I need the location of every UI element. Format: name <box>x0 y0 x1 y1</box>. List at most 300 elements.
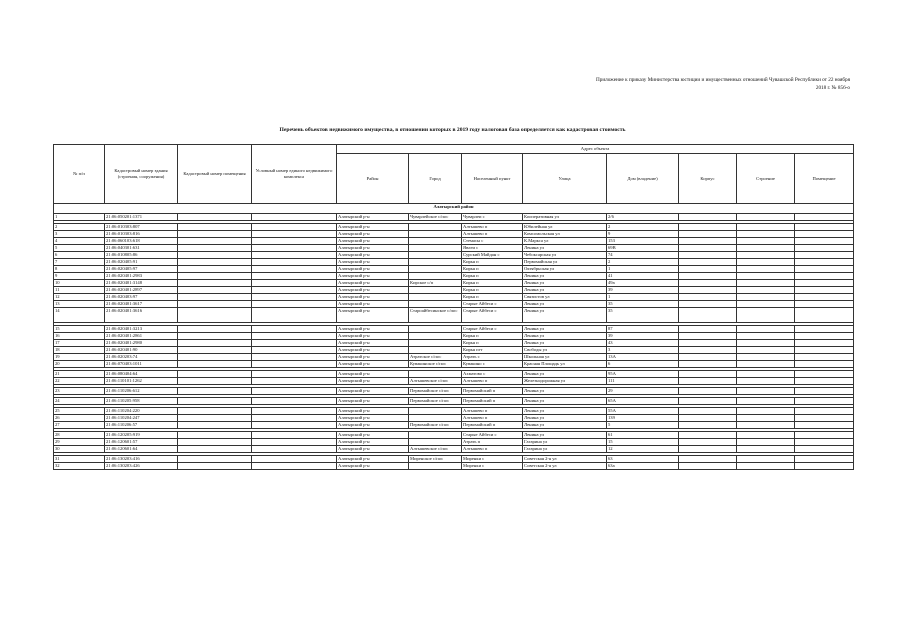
cell-region: Алатырский р-н <box>337 280 409 287</box>
cell-city: Старoайбесинское с/пос <box>409 308 462 323</box>
table-row <box>54 456 854 463</box>
cell-building <box>737 301 795 308</box>
cell-city: Кувакинское с/пос <box>409 361 462 368</box>
header-region: Район <box>337 154 409 204</box>
cell-corpus <box>679 347 737 354</box>
cell-corpus <box>679 361 737 368</box>
cell-num: 28 <box>54 432 105 439</box>
cell-settlement: Кирья п <box>462 273 523 280</box>
cell-street: Ленина ул <box>523 340 607 347</box>
cell-street: Первомайская ул <box>523 259 607 266</box>
cell-conditional <box>252 347 337 354</box>
cell-region: Алатырский р-н <box>337 354 409 361</box>
cell-settlement: Старые Айбеси с <box>462 301 523 308</box>
cell-corpus <box>679 287 737 294</box>
cell-num: 32 <box>54 463 105 470</box>
cell-apartment <box>795 301 854 308</box>
cell-settlement: Явлеи с <box>462 245 523 252</box>
table-row <box>54 439 854 446</box>
cell-corpus <box>679 378 737 385</box>
cell-apartment <box>795 388 854 395</box>
cell-cadastral: 21:06:130203:426 <box>105 463 178 470</box>
header-cadastral: Кадастровый номер здания (строения, сооружения) <box>105 145 178 204</box>
cell-settlement: Кирья п <box>462 266 523 273</box>
cell-conditional <box>252 308 337 323</box>
cell-house: 2/6 <box>607 214 679 221</box>
cell-room <box>178 259 252 266</box>
cell-region: Алатырский р-н <box>337 333 409 340</box>
cell-building <box>737 252 795 259</box>
appendix-line-2: 2018 г. № 856-о <box>815 85 850 91</box>
table-row <box>54 259 854 266</box>
cell-num: 18 <box>54 347 105 354</box>
table-row <box>54 294 854 301</box>
cell-house: 6 <box>607 361 679 368</box>
cell-cadastral: 21:06:070403:1011 <box>105 361 178 368</box>
cell-cadastral: 21:06:110204:220 <box>105 408 178 415</box>
cell-apartment <box>795 422 854 429</box>
table-row <box>54 266 854 273</box>
cell-region: Алатырский р-н <box>337 231 409 238</box>
cell-city <box>409 301 462 308</box>
header-settlement: Населенный пункт <box>462 154 523 204</box>
cell-street: Ленина ул <box>523 308 607 323</box>
cell-house: 95А <box>607 371 679 378</box>
cell-building <box>737 245 795 252</box>
cell-corpus <box>679 326 737 333</box>
cell-cadastral: 21:06:020401:3148 <box>105 280 178 287</box>
cell-conditional <box>252 326 337 333</box>
cell-num: 3 <box>54 231 105 238</box>
cell-conditional <box>252 361 337 368</box>
cell-cadastral: 21:06:050201:1371 <box>105 214 178 221</box>
cell-apartment <box>795 439 854 446</box>
cell-room <box>178 354 252 361</box>
cell-corpus <box>679 398 737 405</box>
cell-apartment <box>795 446 854 453</box>
table-row <box>54 308 854 323</box>
cell-building <box>737 224 795 231</box>
cell-street: Юбилейная ул <box>523 224 607 231</box>
table-row <box>54 326 854 333</box>
cell-city <box>409 415 462 422</box>
table-row <box>54 398 854 405</box>
table-row <box>54 361 854 368</box>
cell-settlement: Миренки с <box>462 463 523 470</box>
cell-house: 153 <box>607 238 679 245</box>
cell-conditional <box>252 238 337 245</box>
cell-apartment <box>795 266 854 273</box>
cell-num: 9 <box>54 273 105 280</box>
cell-corpus <box>679 439 737 446</box>
cell-street: Ленина ул <box>523 245 607 252</box>
cell-street: Кооперативная ул <box>523 214 607 221</box>
cell-city: Первомайское с/пос <box>409 388 462 395</box>
cell-street: Октябрьская ул <box>523 266 607 273</box>
cell-region: Алатырский р-н <box>337 252 409 259</box>
cell-region: Алатырский р-н <box>337 371 409 378</box>
cell-building <box>737 347 795 354</box>
cell-street: Ленина ул <box>523 398 607 405</box>
cell-cadastral: 21:06:020401:2980 <box>105 340 178 347</box>
cell-region: Алатырский р-н <box>337 266 409 273</box>
cell-region: Алатырский р-н <box>337 446 409 453</box>
cell-house: 43 <box>607 340 679 347</box>
table-row <box>54 415 854 422</box>
cell-region: Алатырский р-н <box>337 408 409 415</box>
cell-settlement: Алтышево п <box>462 408 523 415</box>
cell-room <box>178 280 252 287</box>
cell-conditional <box>252 280 337 287</box>
cell-settlement: Первомайский п <box>462 388 523 395</box>
cell-street: Чебоксарская ул <box>523 252 607 259</box>
cell-conditional <box>252 224 337 231</box>
cell-room <box>178 266 252 273</box>
cell-building <box>737 333 795 340</box>
cell-building <box>737 439 795 446</box>
cell-cadastral: 21:06:020401:2983 <box>105 273 178 280</box>
cell-conditional <box>252 422 337 429</box>
cell-room <box>178 347 252 354</box>
cell-cadastral: 21:06:120601:57 <box>105 439 178 446</box>
cell-room <box>178 446 252 453</box>
cell-conditional <box>252 340 337 347</box>
cell-settlement: Кирья п <box>462 340 523 347</box>
table-row <box>54 301 854 308</box>
cell-num: 2 <box>54 224 105 231</box>
cell-house: 5 <box>607 422 679 429</box>
cell-num: 8 <box>54 266 105 273</box>
table-row <box>54 354 854 361</box>
header-building: Строение <box>737 154 795 204</box>
cell-city: Атратское с/пос <box>409 354 462 361</box>
cell-num: 23 <box>54 388 105 395</box>
cell-room <box>178 252 252 259</box>
cell-conditional <box>252 463 337 470</box>
cell-city: Миренское с/пос <box>409 456 462 463</box>
cell-corpus <box>679 259 737 266</box>
cell-building <box>737 371 795 378</box>
cell-street: Гагарина ул <box>523 439 607 446</box>
cell-city: Чуварлейское с/пос <box>409 214 462 221</box>
cell-cadastral: 21:06:110101:1262 <box>105 378 178 385</box>
cell-city <box>409 432 462 439</box>
cell-region: Алатырский р-н <box>337 415 409 422</box>
cell-region: Алатырский р-н <box>337 361 409 368</box>
cell-house: 35 <box>607 308 679 323</box>
cell-corpus <box>679 252 737 259</box>
cell-cadastral: 21:06:120205:919 <box>105 432 178 439</box>
cell-building <box>737 266 795 273</box>
cell-settlement: Кирья п <box>462 333 523 340</box>
cell-settlement: Миренки с <box>462 456 523 463</box>
table-row <box>54 340 854 347</box>
cell-num: 21 <box>54 371 105 378</box>
table-row <box>54 280 854 287</box>
cell-settlement: Старые Айбеси с <box>462 432 523 439</box>
cell-corpus <box>679 388 737 395</box>
cell-cadastral: 21:06:130203:416 <box>105 456 178 463</box>
appendix-line-1: Приложение к приказу Министерства юстиции и имущественных отношений Чувашской Республики от 22 ноября <box>596 77 850 83</box>
header-apartment: Помещение <box>795 154 854 204</box>
cell-street: Ленина ул <box>523 280 607 287</box>
cell-region: Алатырский р-н <box>337 463 409 470</box>
cell-region: Алатырский р-н <box>337 398 409 405</box>
cell-settlement: Чуварлеи с <box>462 214 523 221</box>
cell-num: 27 <box>54 422 105 429</box>
cell-house: 39 <box>607 333 679 340</box>
cell-corpus <box>679 408 737 415</box>
table-row <box>54 378 854 385</box>
cell-building <box>737 287 795 294</box>
cell-corpus <box>679 456 737 463</box>
cell-num: 14 <box>54 308 105 323</box>
cell-street: Связистов ул <box>523 294 607 301</box>
cell-room <box>178 463 252 470</box>
cell-building <box>737 238 795 245</box>
cell-region: Алатырский р-н <box>337 422 409 429</box>
cell-apartment <box>795 463 854 470</box>
cell-num: 22 <box>54 378 105 385</box>
cell-region: Алатырский р-н <box>337 214 409 221</box>
cell-num: 17 <box>54 340 105 347</box>
cell-city: Первомайское с/пос <box>409 398 462 405</box>
cell-cadastral: 21:06:110205:958 <box>105 398 178 405</box>
cell-settlement: Алтышево п <box>462 231 523 238</box>
cell-city <box>409 252 462 259</box>
cell-apartment <box>795 361 854 368</box>
cell-room <box>178 245 252 252</box>
cell-city: Алтышевское с/пос <box>409 378 462 385</box>
cell-conditional <box>252 294 337 301</box>
cell-region: Алатырский р-н <box>337 301 409 308</box>
cell-region: Алатырский р-н <box>337 432 409 439</box>
cell-house: 9 <box>607 231 679 238</box>
cell-region: Алатырский р-н <box>337 238 409 245</box>
cell-num: 1 <box>54 214 105 221</box>
cell-building <box>737 280 795 287</box>
cell-conditional <box>252 446 337 453</box>
header-conditional: Условный номер единого недвижимого комплекса <box>252 145 337 204</box>
cell-city <box>409 238 462 245</box>
cell-conditional <box>252 415 337 422</box>
cell-city <box>409 266 462 273</box>
cell-num: 25 <box>54 408 105 415</box>
cell-cadastral: 21:06:020401:3213 <box>105 326 178 333</box>
cell-conditional <box>252 354 337 361</box>
cell-corpus <box>679 280 737 287</box>
cell-building <box>737 463 795 470</box>
cell-street: Школьная ул <box>523 354 607 361</box>
cell-room <box>178 308 252 323</box>
cell-cadastral: 21:06:020405:97 <box>105 266 178 273</box>
cell-apartment <box>795 259 854 266</box>
cell-city <box>409 231 462 238</box>
cell-apartment <box>795 273 854 280</box>
cell-city <box>409 347 462 354</box>
table-row <box>54 446 854 453</box>
cell-room <box>178 456 252 463</box>
cell-corpus <box>679 422 737 429</box>
cell-corpus <box>679 333 737 340</box>
cell-street: Ленина ул <box>523 408 607 415</box>
cell-cadastral: 21:06:060103:618 <box>105 238 178 245</box>
property-register-table <box>53 144 854 470</box>
cell-corpus <box>679 308 737 323</box>
cell-apartment <box>795 378 854 385</box>
cell-city: Алтышевское с/пос <box>409 446 462 453</box>
cell-corpus <box>679 266 737 273</box>
cell-settlement: Кирья п <box>462 280 523 287</box>
cell-settlement: Алтышево п <box>462 415 523 422</box>
cell-room <box>178 422 252 429</box>
cell-room <box>178 378 252 385</box>
cell-conditional <box>252 214 337 221</box>
cell-corpus <box>679 463 737 470</box>
cell-cadastral: 21:06:110204:247 <box>105 415 178 422</box>
cell-settlement: Кувакино с <box>462 361 523 368</box>
cell-corpus <box>679 446 737 453</box>
cell-street: Красная Площадь ул <box>523 361 607 368</box>
cell-building <box>737 259 795 266</box>
cell-building <box>737 432 795 439</box>
cell-region: Алатырский р-н <box>337 287 409 294</box>
cell-house: 63а <box>607 463 679 470</box>
cell-city <box>409 245 462 252</box>
cell-room <box>178 439 252 446</box>
cell-room <box>178 415 252 422</box>
cell-city <box>409 294 462 301</box>
cell-city: Первомайское с/пос <box>409 422 462 429</box>
cell-city <box>409 371 462 378</box>
header-address: Адрес объекта <box>337 145 854 154</box>
cell-cadastral: 21:06:020401:3616 <box>105 308 178 323</box>
cell-house: 39 <box>607 287 679 294</box>
cell-cadastral: 21:06:040301:631 <box>105 245 178 252</box>
cell-street: Советская 2-я ул <box>523 456 607 463</box>
cell-house: 55А <box>607 408 679 415</box>
cell-settlement: Атрать п <box>462 439 523 446</box>
cell-room <box>178 301 252 308</box>
cell-apartment <box>795 354 854 361</box>
cell-street: Ленина ул <box>523 273 607 280</box>
cell-apartment <box>795 398 854 405</box>
cell-corpus <box>679 231 737 238</box>
cell-corpus <box>679 354 737 361</box>
cell-room <box>178 238 252 245</box>
cell-building <box>737 446 795 453</box>
cell-apartment <box>795 280 854 287</box>
cell-house: 87 <box>607 326 679 333</box>
cell-house: 139 <box>607 415 679 422</box>
cell-room <box>178 340 252 347</box>
cell-num: 16 <box>54 333 105 340</box>
cell-corpus <box>679 432 737 439</box>
cell-conditional <box>252 371 337 378</box>
cell-region: Алатырский р-н <box>337 388 409 395</box>
cell-apartment <box>795 308 854 323</box>
cell-conditional <box>252 259 337 266</box>
cell-apartment <box>795 231 854 238</box>
cell-street: Ленина ул <box>523 432 607 439</box>
cell-city <box>409 463 462 470</box>
table-row <box>54 238 854 245</box>
cell-num: 30 <box>54 446 105 453</box>
cell-settlement: Алтышево п <box>462 378 523 385</box>
cell-settlement: Атрать с <box>462 354 523 361</box>
cell-cadastral: 21:06:080404:64 <box>105 371 178 378</box>
cell-city <box>409 333 462 340</box>
cell-region: Алатырский р-н <box>337 326 409 333</box>
cell-settlement: Старые Айбеси с <box>462 326 523 333</box>
cell-settlement: Алтышево п <box>462 446 523 453</box>
table-row <box>54 408 854 415</box>
cell-region: Алатырский р-н <box>337 308 409 323</box>
cell-cadastral: 21:06:020403:97 <box>105 294 178 301</box>
cell-building <box>737 378 795 385</box>
cell-cadastral: 21:06:020401:2897 <box>105 287 178 294</box>
document-title: Перечень объектов недвижимого имущества, в отношении которых в 2019 году налоговая база определяется как кадастровая стоимость <box>279 127 626 133</box>
cell-house: 49а <box>607 280 679 287</box>
table-row <box>54 245 854 252</box>
cell-corpus <box>679 340 737 347</box>
cell-city: Кирское с/п <box>409 280 462 287</box>
cell-apartment <box>795 347 854 354</box>
cell-house: 2 <box>607 259 679 266</box>
cell-settlement: Кирья пгт <box>462 347 523 354</box>
cell-settlement: Первомайский п <box>462 398 523 405</box>
cell-apartment <box>795 333 854 340</box>
cell-cadastral: 21:06:110206:57 <box>105 422 178 429</box>
table-row <box>54 432 854 439</box>
cell-num: 10 <box>54 280 105 287</box>
table-row <box>54 214 854 221</box>
cell-house: 15 <box>607 439 679 446</box>
header-num: № п/п <box>54 145 105 204</box>
table-row <box>54 333 854 340</box>
cell-street: Железнодорожная ул <box>523 378 607 385</box>
cell-cadastral: 21:06:020405:91 <box>105 259 178 266</box>
cell-apartment <box>795 245 854 252</box>
table-row <box>54 388 854 395</box>
cell-num: 7 <box>54 259 105 266</box>
table-row <box>54 231 854 238</box>
cell-cadastral: 21:06:020401:90 <box>105 347 178 354</box>
table-row <box>54 422 854 429</box>
cell-conditional <box>252 266 337 273</box>
cell-conditional <box>252 456 337 463</box>
cell-street: Гагарина ул <box>523 446 607 453</box>
cell-apartment <box>795 326 854 333</box>
cell-settlement: Стемасы с <box>462 238 523 245</box>
cell-conditional <box>252 301 337 308</box>
cell-settlement: Ахматово с <box>462 371 523 378</box>
cell-num: 24 <box>54 398 105 405</box>
header-corpus: Корпус <box>679 154 737 204</box>
cell-conditional <box>252 408 337 415</box>
cell-settlement: Алтышево п <box>462 224 523 231</box>
cell-building <box>737 231 795 238</box>
cell-street: Ленина ул <box>523 371 607 378</box>
cell-region: Алатырский р-н <box>337 259 409 266</box>
cell-num: 12 <box>54 294 105 301</box>
cell-building <box>737 214 795 221</box>
cell-cadastral: 21:06:010303:807 <box>105 224 178 231</box>
table-row <box>54 347 854 354</box>
cell-building <box>737 294 795 301</box>
cell-region: Алатырский р-н <box>337 340 409 347</box>
cell-house: 12 <box>607 446 679 453</box>
